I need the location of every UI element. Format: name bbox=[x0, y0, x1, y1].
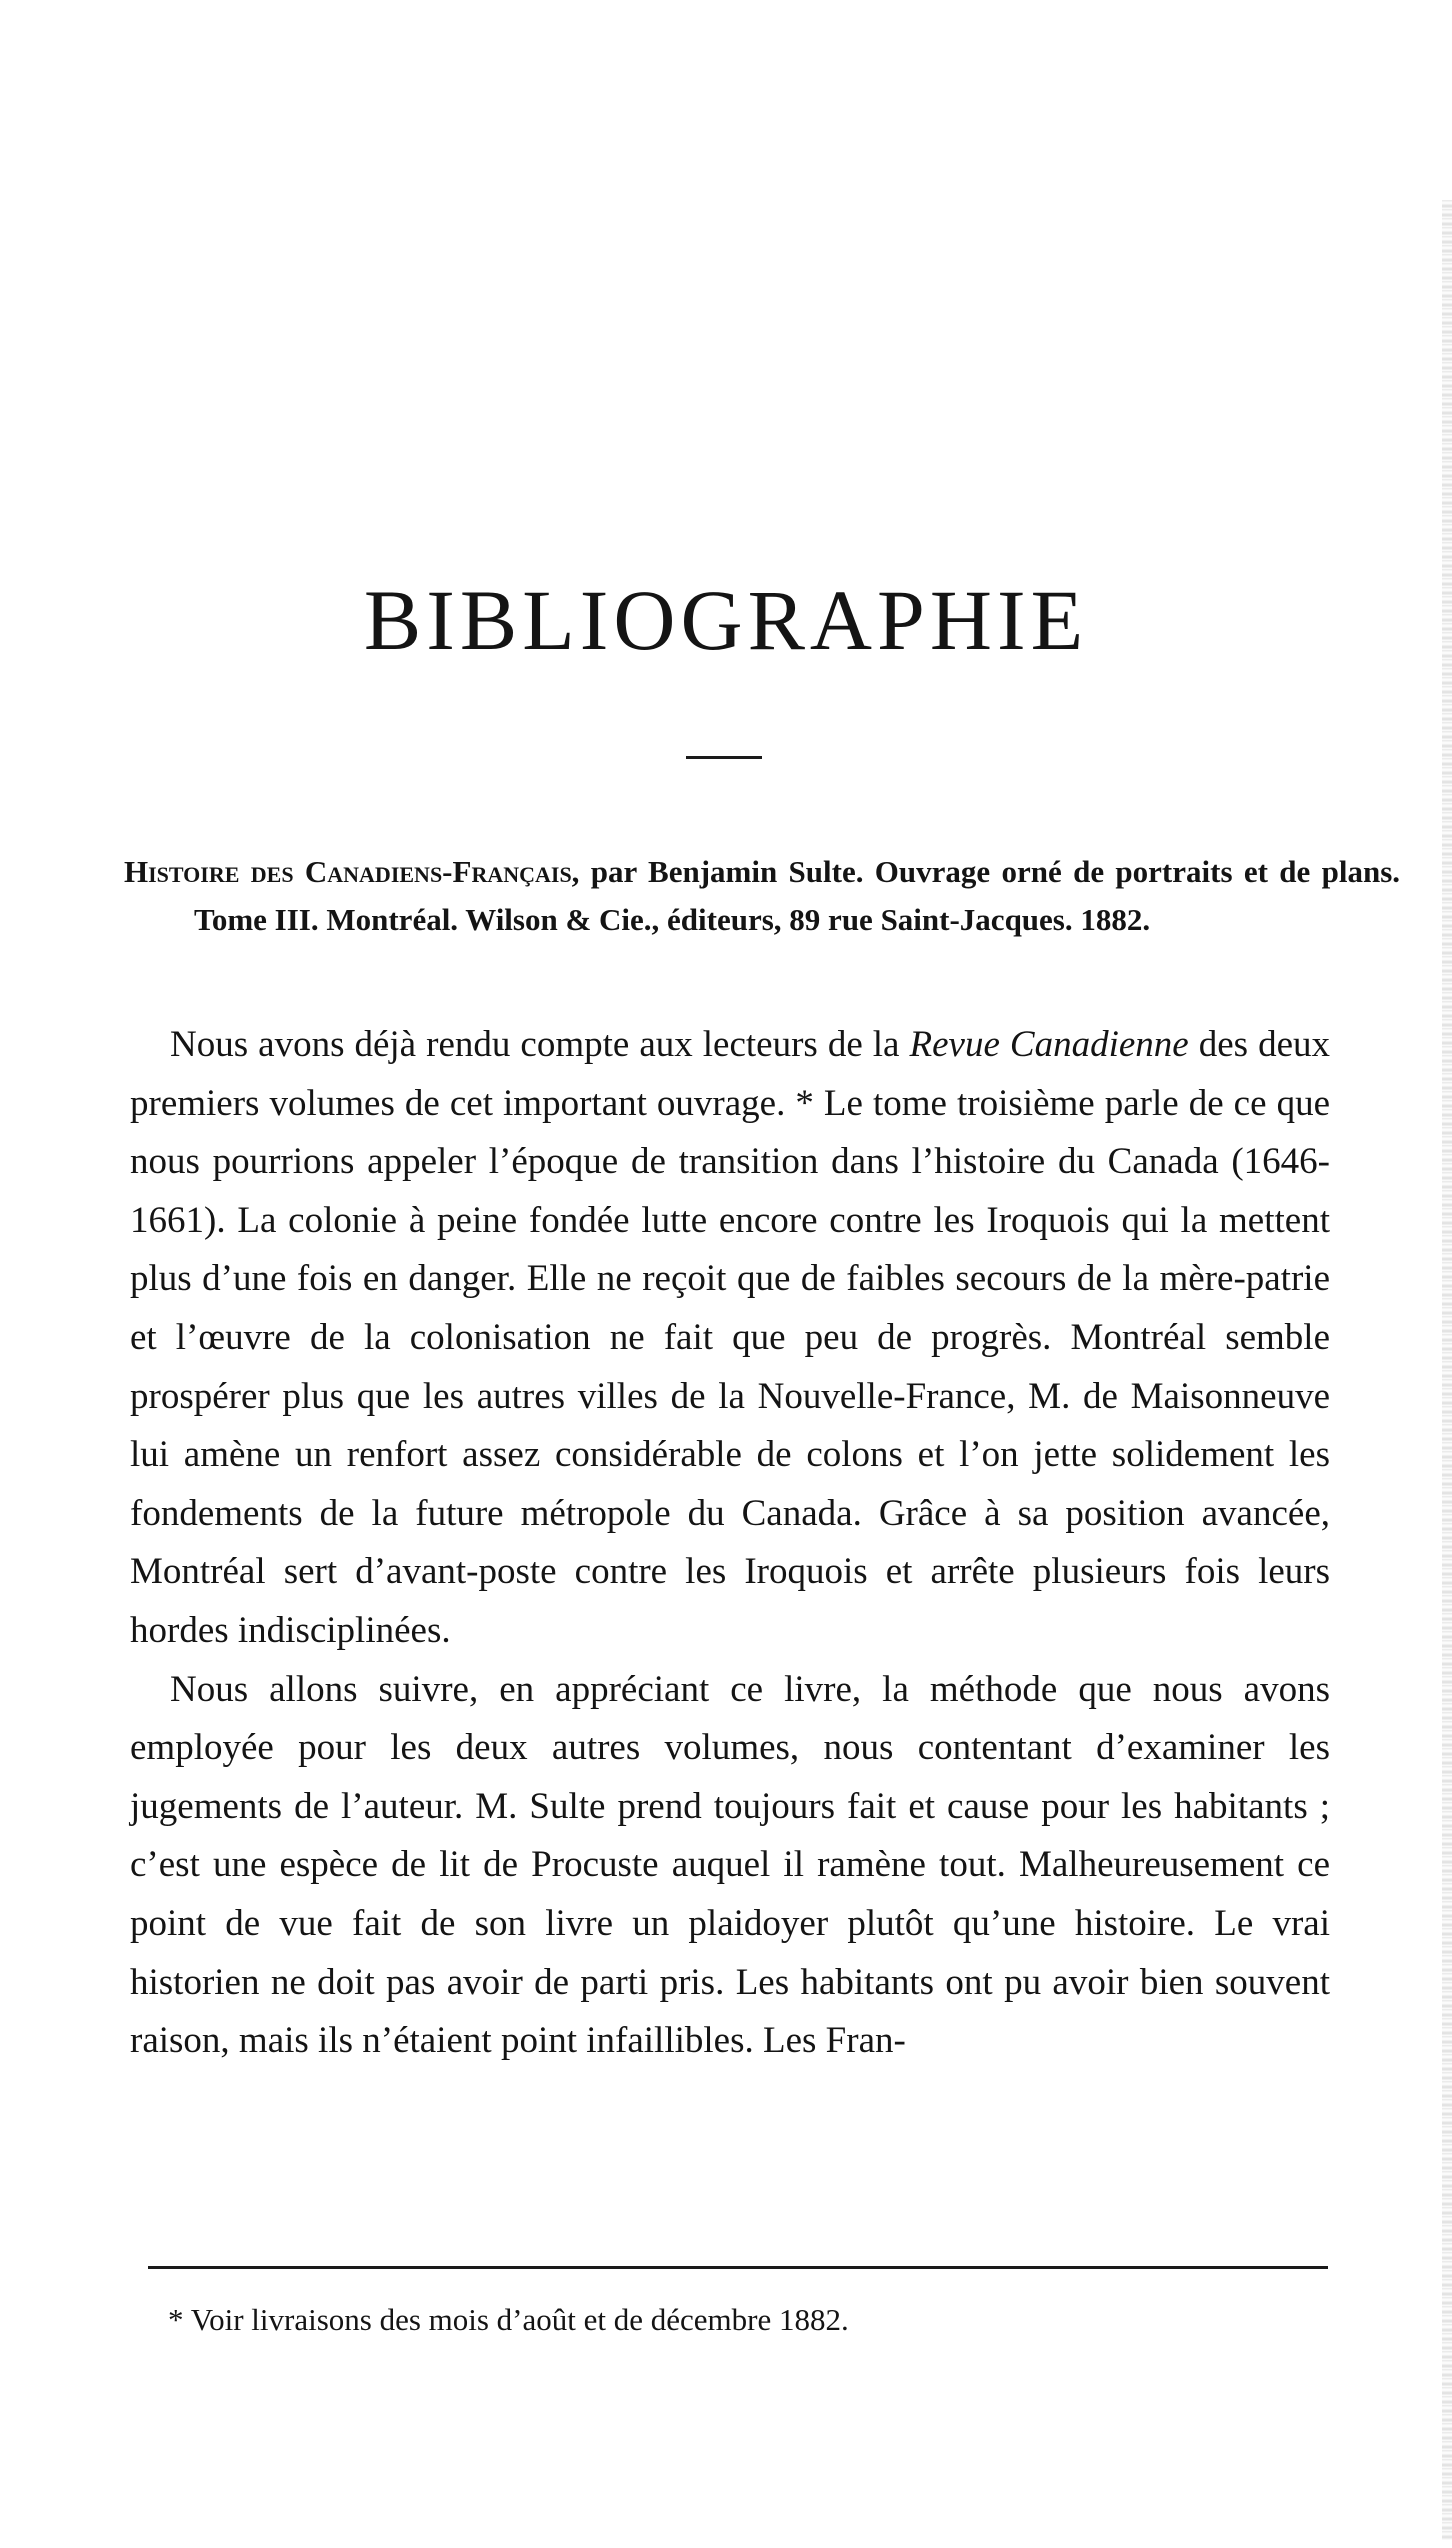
footnote: * Voir livraisons des mois d’août et de décembre 1882. bbox=[168, 2302, 849, 2337]
page-title: BIBLIOGRAPHIE bbox=[363, 572, 1089, 668]
paragraph-1 bbox=[130, 1016, 1330, 1661]
paragraph-1-end: des deux premiers volumes de cet important ouvrage. * Le tome troisième parle de ce que nous pourrions appeler l’époque de transition dans l’histoire du Canada (1646-1661). La colonie à peine fondée lutte encore contre les Iroquois qui la mettent plus d’une fois en danger. Elle ne reçoit que de faibles secours de la mère-patrie et l’œuvre de la colonisation ne fait que peu de progrès. Montréal semble prospérer plus que les autres villes de la Nouvelle-France, M. de Maisonneuve lui amène un renfort assez considérable de colons et l’on jette solidement les fondements de la future métropole du Canada. Grâce à sa position avancée, Montréal sert d’avant-poste contre les Iroquois et arrête plusieurs fois leurs hordes indisciplinées. bbox=[130, 1024, 1331, 1651]
title-divider bbox=[686, 756, 762, 759]
paragraph-1-start: Nous avons déjà rendu compte aux lecteurs de la bbox=[170, 1024, 910, 1065]
citation-details: par Benjamin Sulte. Ouvrage orné de portraits et de plans. Tome III. Montréal. Wilson & Cie., éditeurs, 89 rue Saint-Jacques. 1882. bbox=[194, 854, 1401, 937]
page-edge-shadow bbox=[1442, 200, 1452, 2540]
footnote-divider bbox=[148, 2266, 1328, 2269]
journal-name: Revue Canadienne bbox=[909, 1024, 1189, 1065]
bibliographic-citation bbox=[124, 848, 1400, 944]
paragraph-2: Nous allons suivre, en appréciant ce livre, la méthode que nous avons employée pour les deux autres volumes, nous contentant d’examiner les jugements de l’auteur. M. Sulte prend toujours fait et cause pour les habitants ; c’est une espèce de lit de Procuste auquel il ramène tout. Malheureusement ce point de vue fait de son livre un plaidoyer plutôt qu’une histoire. Le vrai historien ne doit pas avoir de parti pris. Les habitants ont pu avoir bien souvent raison, mais ils n’étaient point infaillibles. Les Fran- bbox=[130, 1668, 1330, 2062]
review-body bbox=[130, 1016, 1330, 2071]
citation-book-title: Histoire des Canadiens-Français, bbox=[124, 854, 580, 889]
